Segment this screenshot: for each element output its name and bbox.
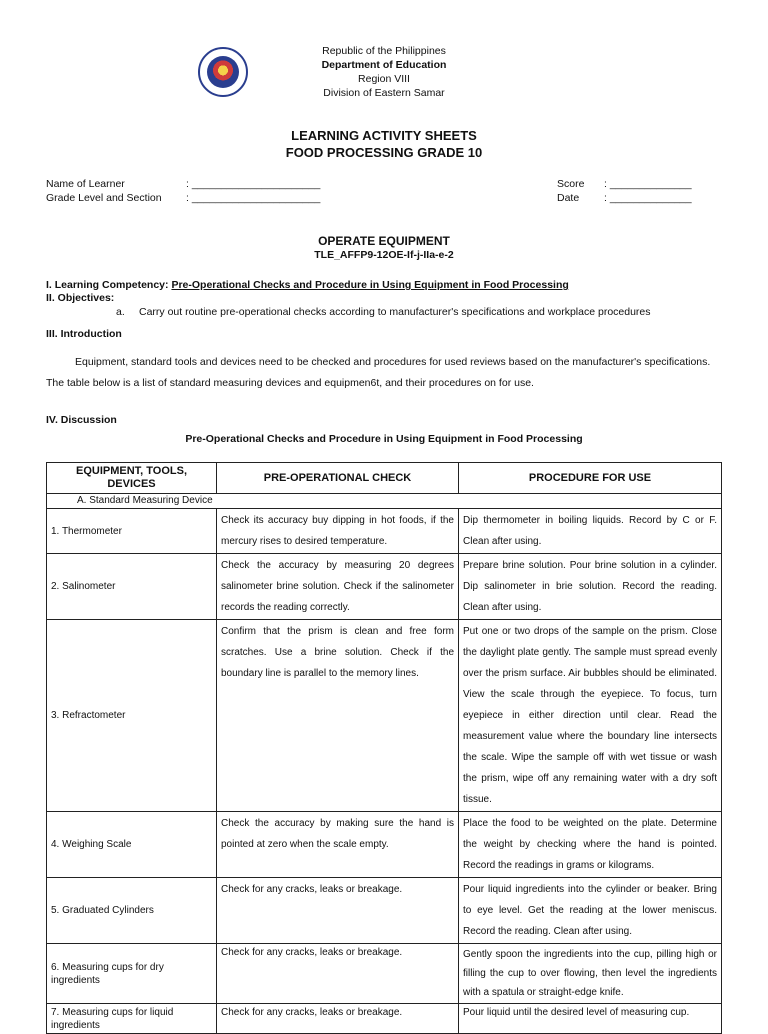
device-thermometer: 1. Thermometer (47, 509, 217, 554)
device-refractometer: 3. Refractometer (47, 620, 217, 812)
header-division: Division of Eastern Samar (323, 87, 445, 99)
grade-label: Grade Level and Section (46, 192, 162, 204)
table-title: Pre-Operational Checks and Procedure in Using Equipment in Food Processing (185, 433, 583, 445)
procedure-cell: Dip thermometer in boiling liquids. Record by C or F. Clean after using. (459, 509, 722, 554)
device-graduated-cylinders: 5. Graduated Cylinders (47, 878, 217, 944)
table-row (47, 812, 722, 878)
learning-competency (46, 278, 726, 292)
table-row (47, 878, 722, 944)
competency-label: I. Learning Competency: (46, 279, 169, 291)
objective-marker: a. (116, 306, 125, 318)
procedure-cell: Put one or two drops of the sample on the prism. Close the daylight plate gently. The sample must spread evenly over the prism surface. Air bubbles should be eliminated. View the scale through the eyepiece. To focus, turn eyepiece in either direction until clear. Read the measurement value where the boundary line intersects the scale. Wipe the sample off with wet tissue or wash the prism, wipe off any remaining water with a dry soft tissue. (459, 620, 722, 812)
header-republic: Republic of the Philippines (322, 45, 446, 57)
table-row (47, 1004, 722, 1034)
procedure-cell: Pour liquid ingredients into the cylinder or beaker. Bring to eye level. Get the reading at the lower meniscus. Record the reading. Clean after using. (459, 878, 722, 944)
table-row (47, 509, 722, 554)
introduction-para-1: Equipment, standard tools and devices need to be checked and procedures for used reviews based on the manufacturer's specifications. (75, 356, 711, 368)
objective-item: Carry out routine pre-operational checks according to manufacturer's specifications and workplace procedures (139, 306, 651, 318)
table-row (47, 554, 722, 620)
device-measuring-cups-liquid: 7. Measuring cups for liquid ingredients (47, 1004, 217, 1034)
competency-text: Pre-Operational Checks and Procedure in Using Equipment in Food Processing (171, 279, 569, 291)
discussion-label: IV. Discussion (46, 414, 117, 426)
check-cell: Check its accuracy buy dipping in hot foods, if the mercury rises to desired temperature. (217, 509, 459, 554)
check-cell: Check the accuracy by making sure the hand is pointed at zero when the scale empty. (217, 812, 459, 878)
header-equipment: EQUIPMENT, TOOLS, DEVICES (47, 463, 217, 494)
letterhead (0, 44, 768, 100)
device-salinometer: 2. Salinometer (47, 554, 217, 620)
date-input-line[interactable]: : ______________ (604, 192, 692, 204)
title-line-2: FOOD PROCESSING GRADE 10 (285, 145, 483, 160)
objectives-label: II. Objectives: (46, 292, 115, 304)
document-title (0, 127, 768, 161)
check-cell: Check for any cracks, leaks or breakage. (217, 878, 459, 944)
equipment-table (46, 462, 722, 1034)
check-cell: Check for any cracks, leaks or breakage. (217, 1004, 459, 1034)
introduction-label: III. Introduction (46, 328, 122, 340)
device-measuring-cups-dry: 6. Measuring cups for dry ingredients (47, 944, 217, 1004)
table-row (47, 620, 722, 812)
score-input-line[interactable]: : ______________ (604, 178, 692, 190)
table-header-row (47, 463, 722, 494)
table-row (47, 944, 722, 1004)
procedure-cell: Gently spoon the ingredients into the cup, pilling high or filling the cup to over flowing, then level the ingredients with a spatula or straight-edge knife. (459, 944, 722, 1004)
score-label: Score (557, 178, 585, 190)
introduction-para-2: The table below is a list of standard measuring devices and equipmen6t, and their procedures on for use. (46, 377, 534, 389)
header-procedure: PROCEDURE FOR USE (459, 463, 722, 494)
header-check: PRE-OPERATIONAL CHECK (217, 463, 459, 494)
name-input-line[interactable]: : ______________________ (186, 178, 321, 190)
procedure-cell: Prepare brine solution. Pour brine solution in a cylinder. Dip salinometer in brie solution. Record the reading. Clean after using. (459, 554, 722, 620)
name-label: Name of Learner (46, 178, 125, 190)
procedure-cell: Pour liquid until the desired level of measuring cup. (459, 1004, 722, 1034)
competency-code: TLE_AFFP9-12OE-If-j-IIa-e-2 (314, 249, 454, 261)
category-row (47, 494, 722, 509)
title-line-1: LEARNING ACTIVITY SHEETS (291, 128, 477, 143)
header-department: Department of Education (321, 59, 447, 71)
check-cell: Confirm that the prism is clean and free form scratches. Use a brine solution. Check if the boundary line is parallel to the memory lines. (217, 620, 459, 812)
check-cell: Check the accuracy by measuring 20 degrees salinometer brine solution. Check if the salinometer records the reading correctly. (217, 554, 459, 620)
header-region: Region VIII (358, 73, 410, 85)
date-label: Date (557, 192, 580, 204)
device-weighing-scale: 4. Weighing Scale (47, 812, 217, 878)
procedure-cell: Place the food to be weighted on the plate. Determine the weight by checking where the hand is pointed. Record the readings in grams or kilograms. (459, 812, 722, 878)
check-cell: Check for any cracks, leaks or breakage. (217, 944, 459, 1004)
grade-input-line[interactable]: : ______________________ (186, 192, 321, 204)
section-title: OPERATE EQUIPMENT (318, 234, 450, 248)
category-label: A. Standard Measuring Device (47, 494, 722, 509)
